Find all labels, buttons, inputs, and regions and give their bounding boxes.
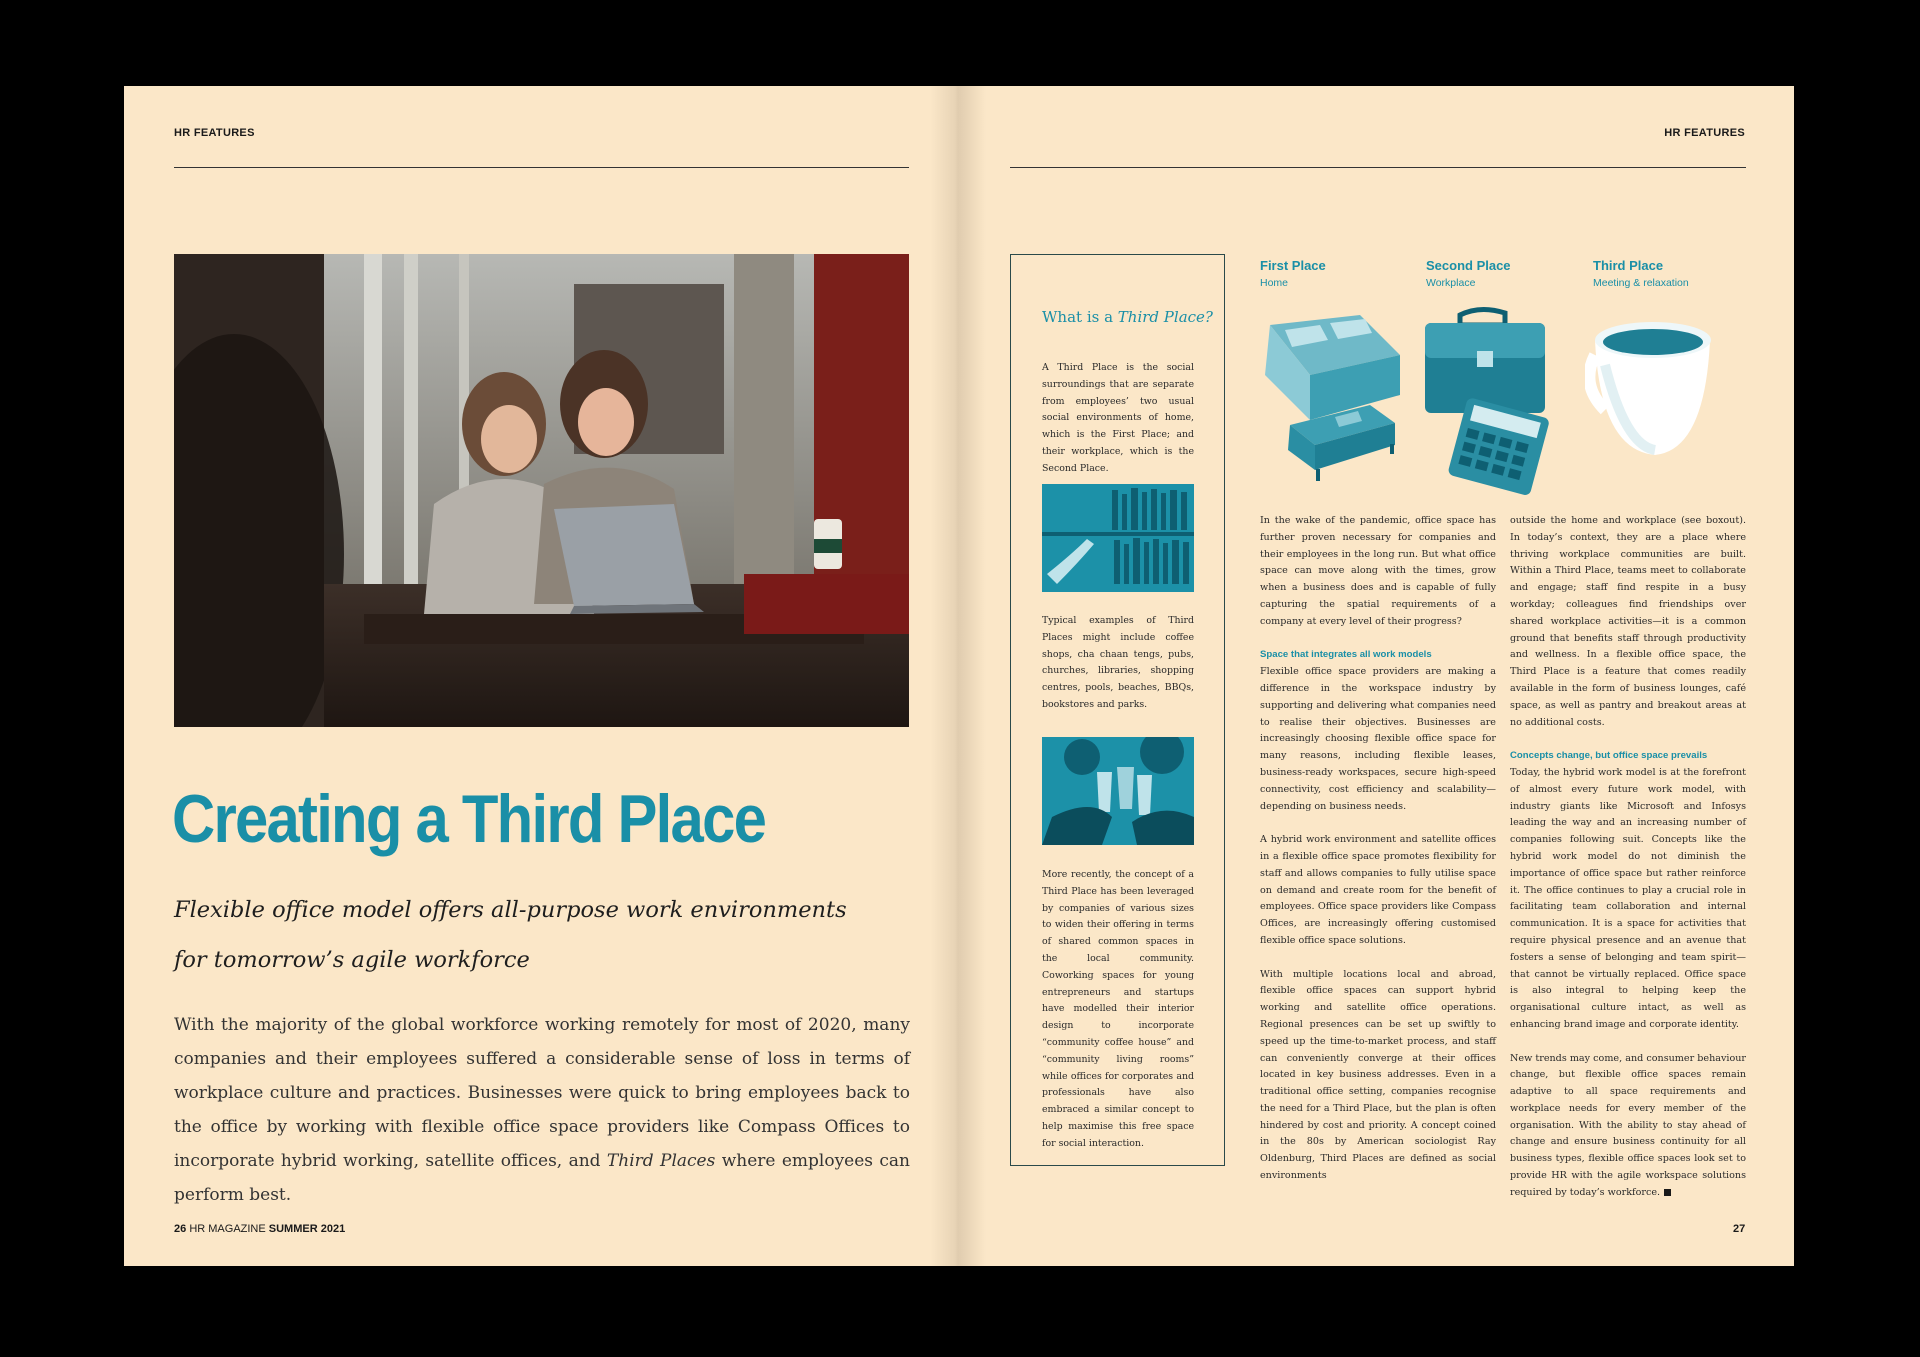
- hero-photo: [174, 254, 909, 727]
- library-photo: [1042, 484, 1194, 592]
- toast-photo: [1042, 737, 1194, 845]
- first-place-title: First Place: [1260, 258, 1326, 273]
- article-headline: Creating a Third Place: [172, 781, 766, 857]
- col2-para-1: outside the home and workplace (see boxout). In today’s context, they are a place where thriving workplace communities are built. Within a Third Place, teams meet to collaborate and engage; staff find respite in a busy workday; colleagues find friendships over shared workplace activities—it is a common ground that benefits staff through productivity and wellness. In a flexible office space, the Third Place is a feature that comes readily available in the form of business lounges, café space, as well as pantry and breakout areas at no additional costs.: [1510, 515, 1746, 728]
- spine-shadow: [930, 86, 986, 1266]
- header-rule-left: [174, 167, 909, 168]
- col1-para-1: In the wake of the pandemic, office space has further proven necessary for companies and their employees in the long run. But what office space can move along with the times, grow when a business does and is capable of fully capturing the spatial requirements of a company at every level of their progress?: [1260, 515, 1496, 627]
- col2-para-2: Today, the hybrid work model is at the forefront of almost every future work model, with industry giants like Microsoft and Infosys leading the way and an increasing number of companies following suit. Concepts like the hybrid work model do not diminish the importance of office space but rather reinforce it. The office continues to play a crucial role in facilitating team collaboration and internal communication. It is a space for activities that require physical presence and an avenue that fosters a sense of belonging and team spirit—that cannot be virtually replaced. Office space is also integral to helping keep the organisational culture intact, as well as enhancing brand image and corporate identity.: [1510, 766, 1746, 1030]
- article-deck: Flexible office model offers all-purpose work environments for tomorrow’s agile workforce: [174, 897, 847, 973]
- coffee-mug-icon: [1585, 305, 1735, 495]
- boxout-title: [1042, 308, 1213, 326]
- issue-label: SUMMER 2021: [268, 1223, 346, 1235]
- first-place-heading: [1260, 258, 1326, 289]
- boxout-title-emphasis: Third Place?: [1117, 308, 1213, 326]
- briefcase-calculator-icon: [1420, 305, 1560, 495]
- body-column-2: [1510, 513, 1746, 1218]
- second-place-heading: [1426, 258, 1511, 289]
- col2-subhead: Concepts change, but office space prevails: [1510, 750, 1708, 762]
- page-number-right: 27: [1733, 1223, 1746, 1235]
- running-head-left: HR FEATURES: [174, 127, 255, 139]
- col2-para-3-text: New trends may come, and consumer behaviour change, but flexible office spaces remain adaptive to all space requirements and workplace needs for every member of the organisation. With the ability to stay ahead of change and ensure business continuity for all business types, flexible office spaces look set to provide HR with the agile workspace solutions required by today’s workforce.: [1510, 1052, 1746, 1198]
- magazine-name: HR MAGAZINE: [189, 1223, 266, 1235]
- col1-para-4: With multiple locations local and abroad, flexible office spaces can support hybrid working and satellite office operations. Regional presences can be set up swiftly to speed up the time-to-market process, and staff can conveniently converge at their offices located in key business addresses. Even in a traditional office setting, companies recognise the need for a Third Place, but the plan is often hindered by cost and priority. A concept coined in the 80s by American sociologist Ray Oldenburg, Third Places are defined as social environments: [1260, 968, 1496, 1182]
- second-place-title: Second Place: [1426, 258, 1511, 273]
- folio-left: [174, 1223, 345, 1235]
- lede-text-1: With the majority of the global workforce working remotely for most of 2020, many companies and their employees suffered a considerable sense of loss in terms of workplace culture and practices. Businesses were quick to bring employees back to the office by working with flexible office space providers like Compass Offices to incorporate hybrid working, satellite offices, and: [174, 1015, 910, 1171]
- boxout-title-text: What is a: [1042, 308, 1118, 326]
- third-place-title: Third Place: [1593, 258, 1664, 273]
- col1-para-2: Flexible office space providers are making a difference in the workspace industry by supporting and delivering what companies need to realise their objectives. Businesses are increasingly choosing flexible office space for many reasons, including flexible leases, business-ready workspaces, secure high-speed connectivity, cost efficiency and scalability—depending on business needs.: [1260, 666, 1496, 812]
- col1-para-3: A hybrid work environment and satellite offices in a flexible office space promotes flexibility for staff and allows companies to fully utilise space on demand and create room for the benefit of employees. Office space providers like Compass Offices, are increasingly offering customised flexible office space solutions.: [1260, 834, 1496, 946]
- header-rule-right: [1010, 167, 1746, 168]
- first-place-subtitle: Home: [1260, 277, 1289, 289]
- article-lede: [174, 1008, 910, 1212]
- boxout-para-1: A Third Place is the social surroundings that are separate from employees’ two usual social environments of home, which is the First Place; and their workplace, which is the Second Place.: [1042, 362, 1194, 474]
- col2-para-3: [1510, 1051, 1746, 1202]
- third-place-heading: [1593, 258, 1689, 289]
- third-place-subtitle: Meeting & relaxation: [1593, 277, 1689, 289]
- boxout-para-3: More recently, the concept of a Third Place has been leveraged by companies of various sizes to widen their offering in terms of shared common spaces in the local community. Coworking spaces for young entrepreneurs and startups have modelled their interior design to incorporate “community coffee house” and “community living rooms” while offices for corporates and professionals have also embraced a similar concept to help maximise this free space for social interaction.: [1042, 869, 1194, 1149]
- bed-sofa-icon: [1250, 305, 1410, 495]
- lede-text-2: where employees can perform best.: [174, 1151, 910, 1205]
- running-head-right: HR FEATURES: [1664, 127, 1745, 139]
- folio-right: [1733, 1223, 1745, 1235]
- end-mark-icon: [1664, 1189, 1671, 1196]
- body-column-1: [1260, 513, 1496, 1202]
- page-number-left: 26: [174, 1223, 187, 1235]
- col1-subhead: Space that integrates all work models: [1260, 649, 1432, 661]
- second-place-subtitle: Workplace: [1426, 277, 1476, 289]
- boxout-para-2: Typical examples of Third Places might include coffee shops, cha chaan tengs, pubs, churches, libraries, shopping centres, pools, beaches, BBQs, bookstores and parks.: [1042, 615, 1194, 710]
- lede-emphasis: Third Places: [606, 1151, 716, 1171]
